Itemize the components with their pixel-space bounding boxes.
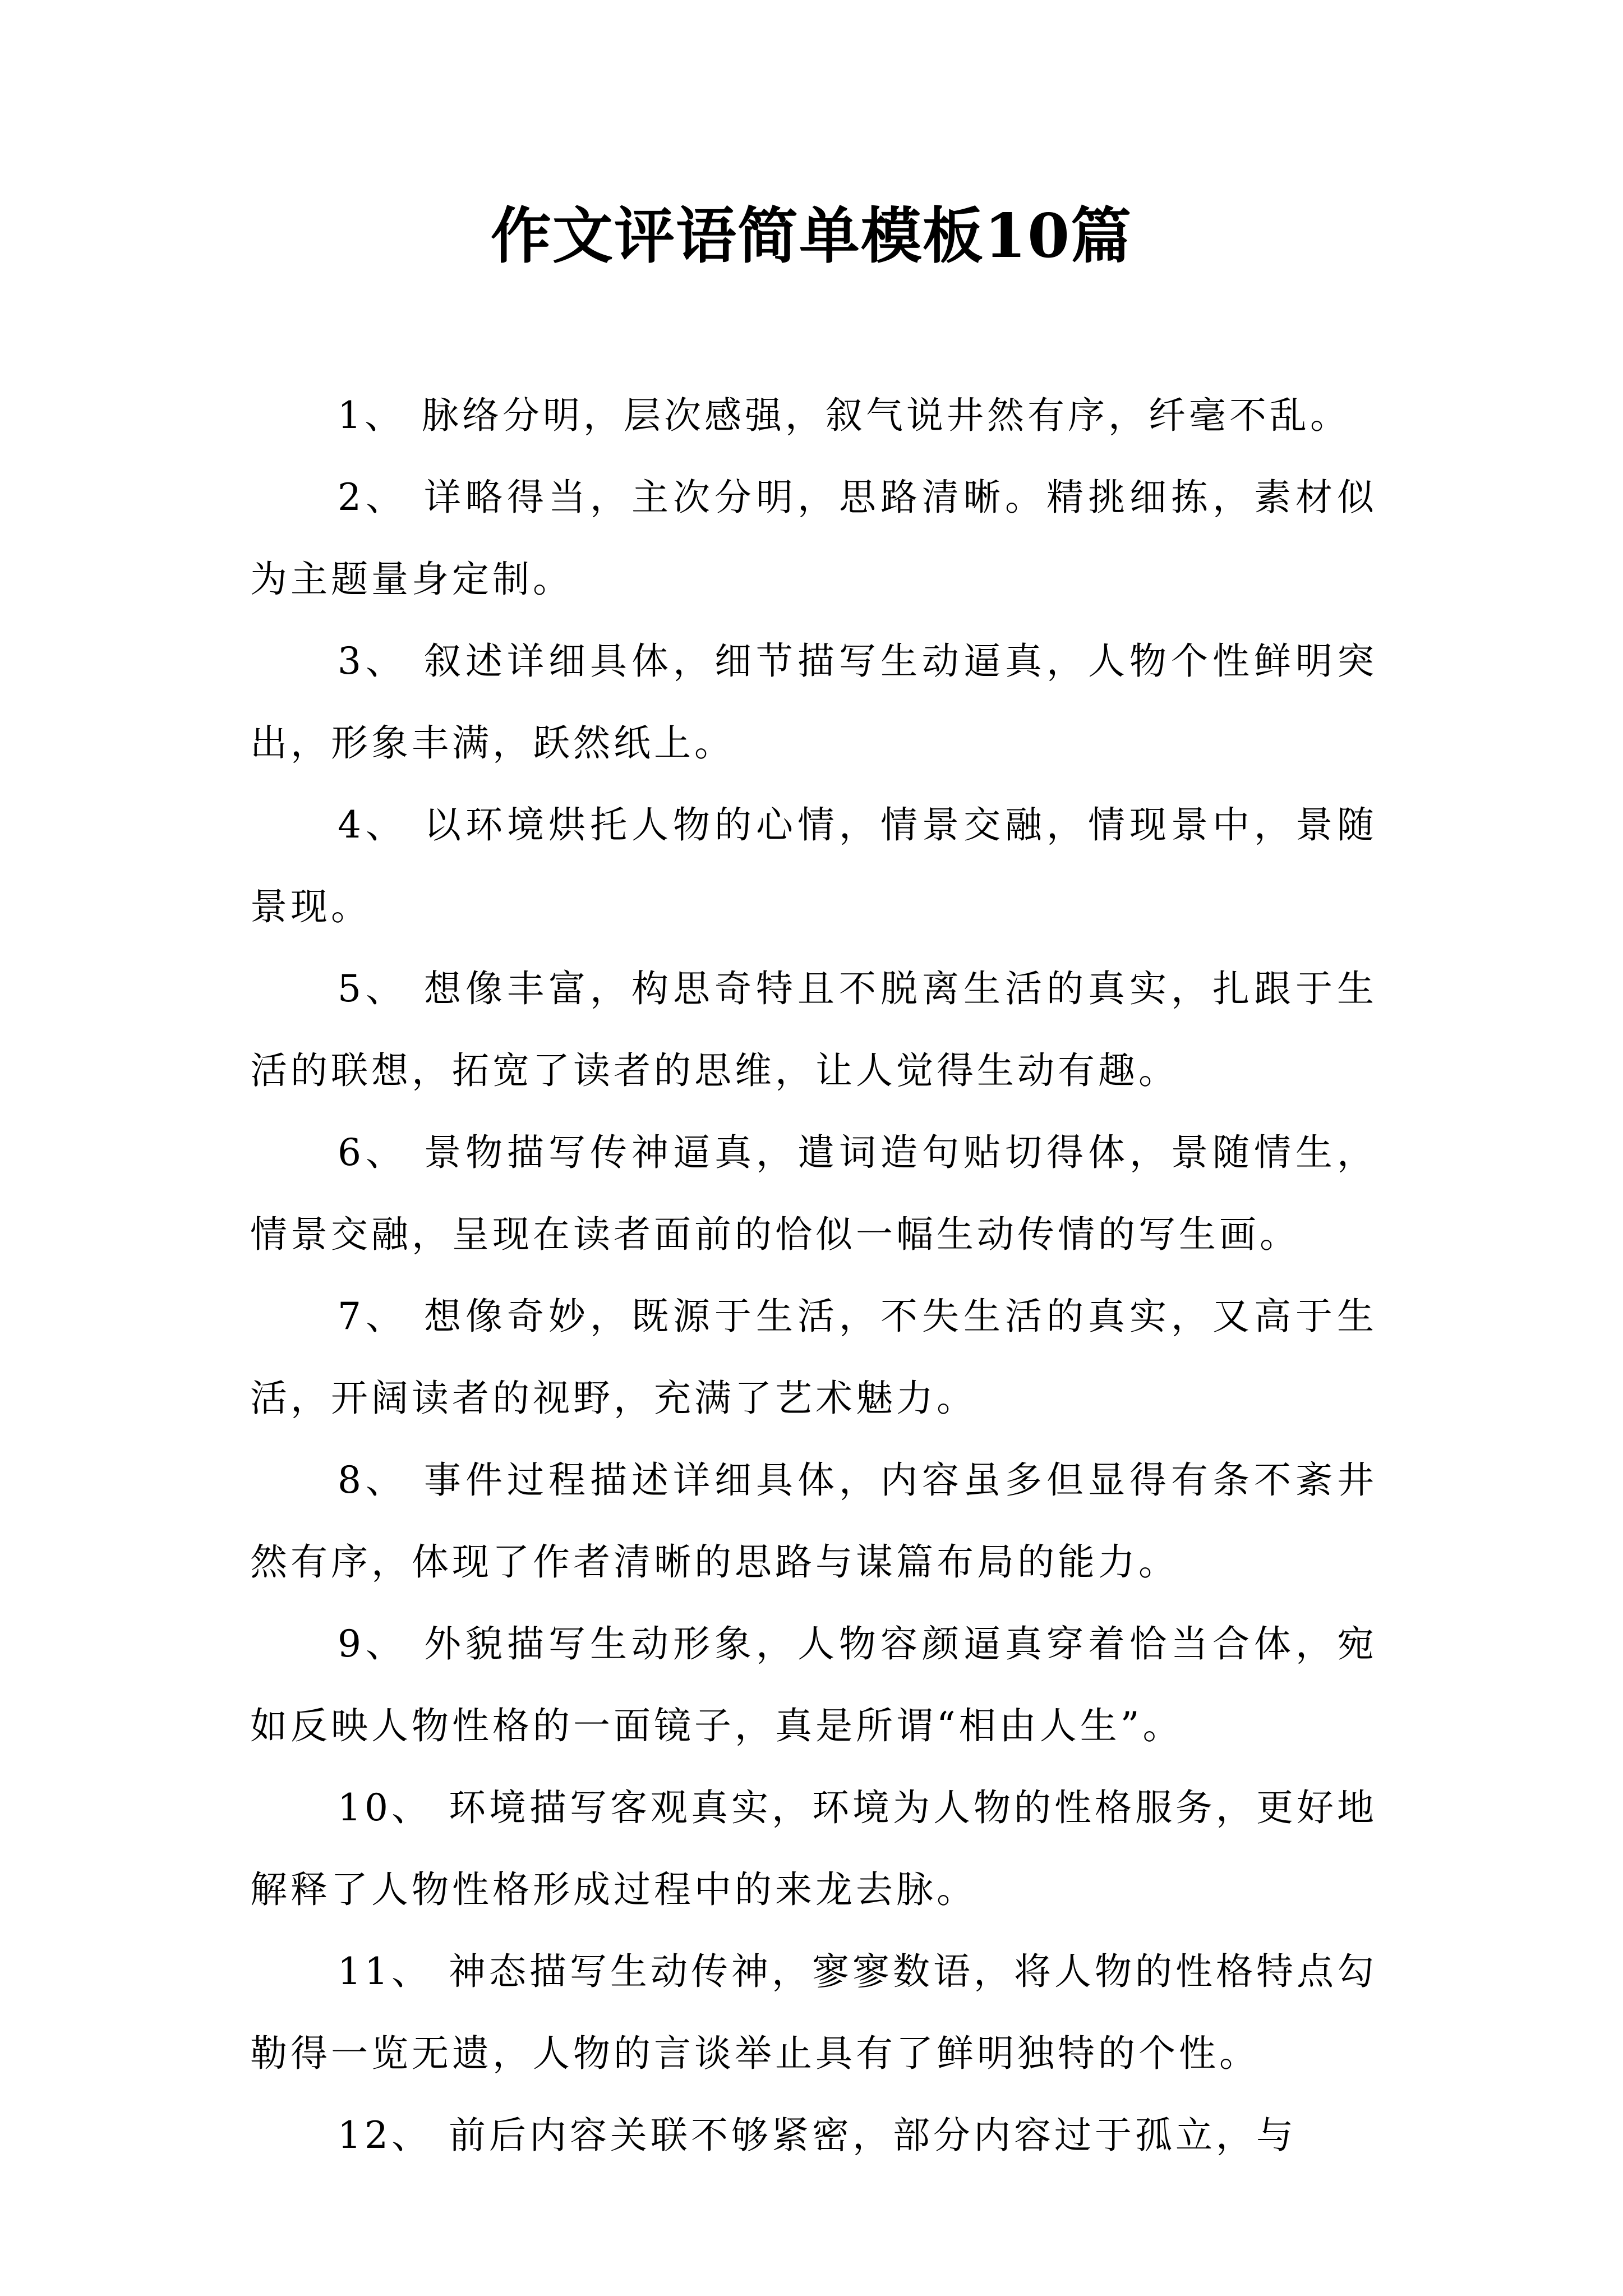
item-number: 2、 <box>338 476 407 519</box>
item-number: 10、 <box>338 1786 432 1829</box>
item-number: 5、 <box>338 967 407 1010</box>
document-title: 作文评语简单模板10篇 <box>490 201 1133 272</box>
comment-item-3 <box>250 620 1377 784</box>
comment-item-4 <box>250 784 1377 948</box>
comment-item-2 <box>250 457 1377 620</box>
item-text: 景物描写传神逼真，遣词造句贴切得体，景随情生，情景交融，呈现在读者面前的恰似一幅生动传情的写生画。 <box>250 1131 1377 1256</box>
comment-item-12 <box>250 2095 1377 2177</box>
comment-item-1 <box>250 375 1377 457</box>
item-text: 想像奇妙，既源于生活，不失生活的真实，又高于生活，开阔读者的视野，充满了艺术魅力。 <box>250 1295 1377 1420</box>
comment-item-9 <box>250 1603 1377 1767</box>
item-number: 1、 <box>338 394 405 437</box>
item-number: 8、 <box>338 1458 407 1502</box>
item-number: 3、 <box>338 639 407 683</box>
item-number: 7、 <box>338 1295 407 1338</box>
item-text: 前后内容关联不够紧密，部分内容过于孤立，与 <box>448 2114 1297 2157</box>
item-number: 12、 <box>338 2114 432 2157</box>
item-text: 脉络分明，层次感强，叙气说井然有序，纤毫不乱。 <box>422 394 1350 437</box>
item-number: 9、 <box>338 1622 407 1665</box>
comment-item-7 <box>250 1276 1377 1439</box>
comment-item-11 <box>250 1931 1377 2095</box>
item-text: 环境描写客观真实，环境为人物的性格服务，更好地解释了人物性格形成过程中的来龙去脉。 <box>250 1786 1377 1911</box>
comment-item-6 <box>250 1112 1377 1276</box>
item-text: 想像丰富，构思奇特且不脱离生活的真实，扎跟于生活的联想，拓宽了读者的思维，让人觉得生动有趣。 <box>250 967 1377 1092</box>
item-text: 神态描写生动传神，寥寥数语，将人物的性格特点勾勒得一览无遗，人物的言谈举止具有了鲜明独特的个性。 <box>250 1950 1377 2075</box>
item-text: 叙述详细具体，细节描写生动逼真，人物个性鲜明突出，形象丰满，跃然纸上。 <box>250 639 1377 765</box>
item-number: 11、 <box>338 1950 432 1993</box>
item-number: 6、 <box>338 1131 407 1174</box>
comment-item-5 <box>250 948 1377 1112</box>
item-text: 详略得当，主次分明，思路清晰。精挑细拣，素材似为主题量身定制。 <box>250 476 1377 601</box>
item-text: 事件过程描述详细具体，内容虽多但显得有条不紊井然有序，体现了作者清晰的思路与谋篇布局的能力。 <box>250 1458 1377 1584</box>
item-text: 外貌描写生动形象，人物容颜逼真穿着恰当合体，宛如反映人物性格的一面镜子，真是所谓“相由人生”。 <box>250 1622 1377 1747</box>
comment-item-10 <box>250 1767 1377 1931</box>
comment-item-8 <box>250 1439 1377 1603</box>
item-number: 4、 <box>338 803 407 846</box>
document-body <box>250 375 1377 2177</box>
item-text: 以环境烘托人物的心情，情景交融，情现景中，景随景现。 <box>250 803 1377 928</box>
